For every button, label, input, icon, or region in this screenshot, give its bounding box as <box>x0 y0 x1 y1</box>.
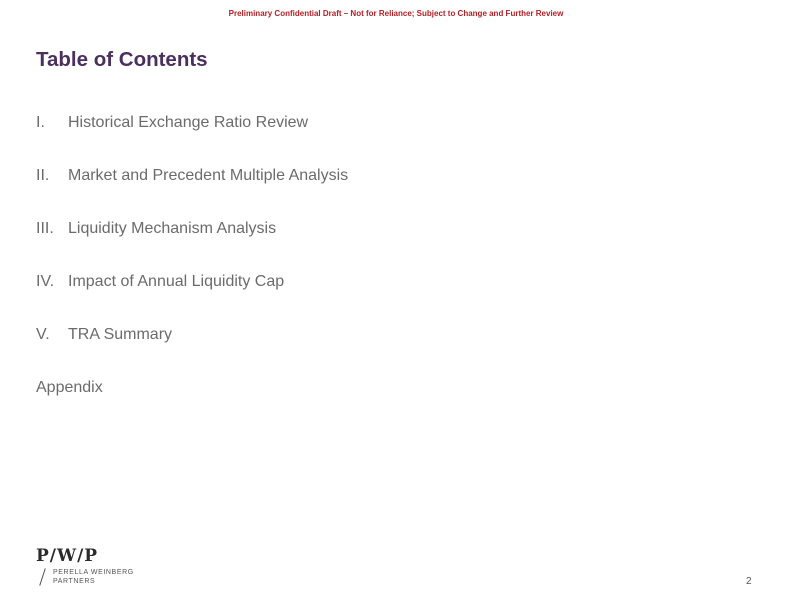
pwp-logo <box>36 546 156 590</box>
toc-item-number: I. <box>36 114 45 131</box>
logo-slash-decoration <box>39 568 46 585</box>
toc-item-number: II. <box>36 167 50 184</box>
toc-item-label: Impact of Annual Liquidity Cap <box>68 273 285 290</box>
toc-item-label: TRA Summary <box>68 326 173 343</box>
page-number: 2 <box>746 576 752 587</box>
logo-company-line-2: PARTNERS <box>53 578 96 585</box>
toc-item-number: IV. <box>36 273 55 290</box>
toc-item-number: V. <box>36 326 50 343</box>
toc-item-label: Market and Precedent Multiple Analysis <box>68 167 349 184</box>
appendix-label: Appendix <box>36 379 103 396</box>
toc-item-label: Historical Exchange Ratio Review <box>68 114 309 131</box>
logo-company-line-1: PERELLA WEINBERG <box>53 569 134 576</box>
logo-mark: P/W/P <box>36 546 99 566</box>
confidentiality-banner: Preliminary Confidential Draft – Not for Reliance; Subject to Change and Further Review <box>228 9 564 18</box>
page-title: Table of Contents <box>36 48 208 71</box>
toc-item-label: Liquidity Mechanism Analysis <box>68 220 277 237</box>
toc-item-number: III. <box>36 220 54 237</box>
